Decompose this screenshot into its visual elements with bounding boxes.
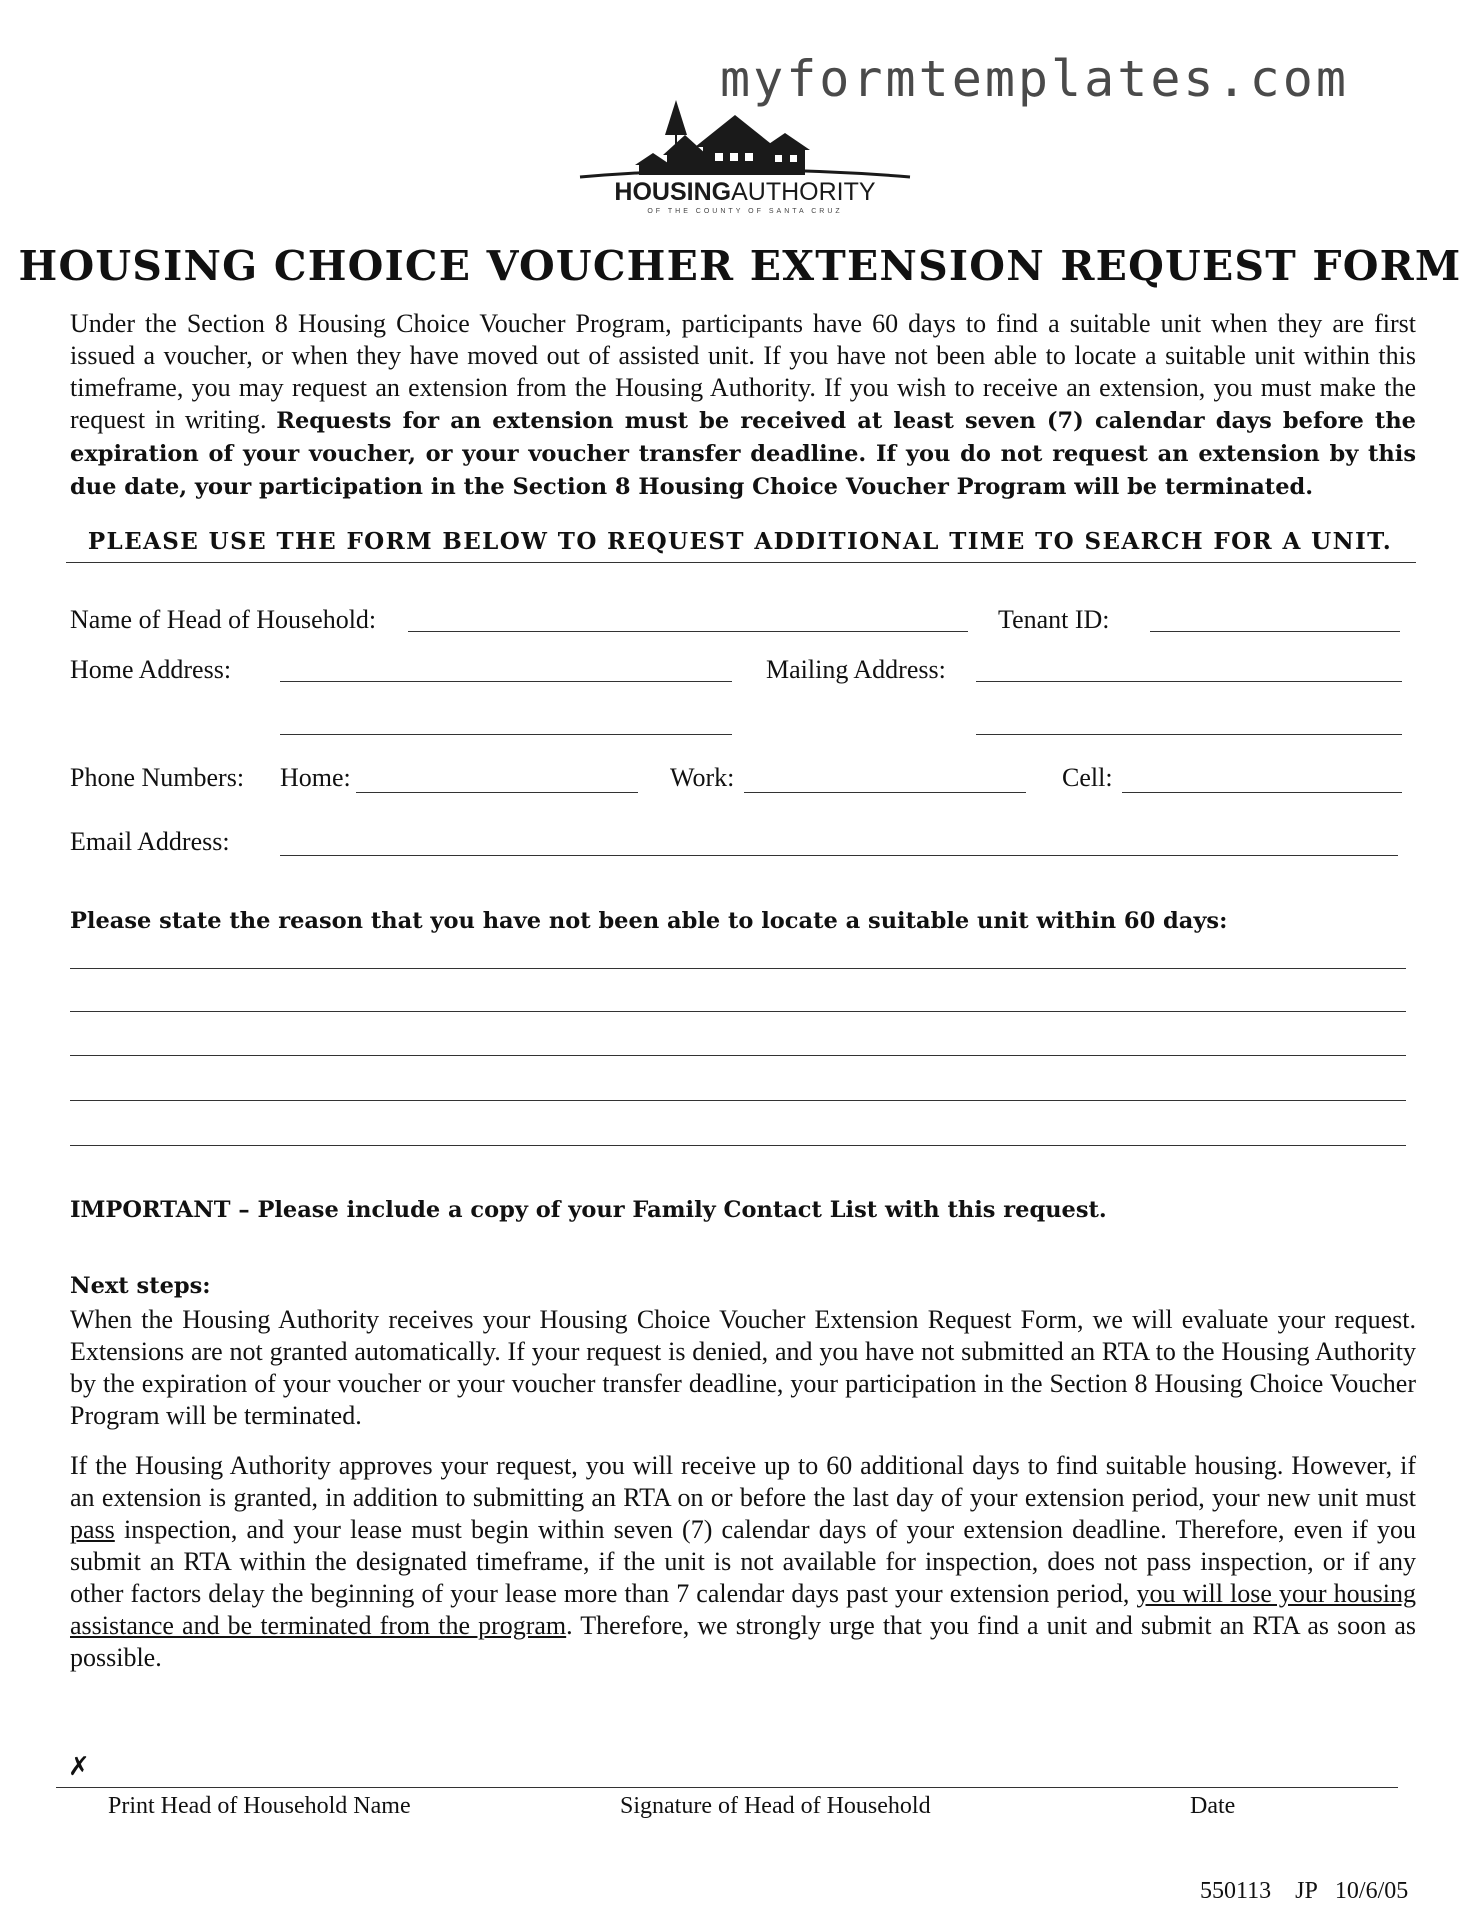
- logo-name-bold: HOUSING: [614, 178, 732, 206]
- next-steps-paragraph-2: [70, 1450, 1416, 1674]
- p2-text-b: inspection, and your lease must begin within seven (7) calendar days of your extension deadline. Therefore, even if you submit an RTA within the designated timeframe, if the unit is not available for inspection, does not pass inspection, or if any other factors delay the beginning of your lease more than 7 calendar days past your extension period,: [70, 1515, 1416, 1608]
- logo-tagline: OF THE COUNTY OF SANTA CRUZ: [647, 208, 843, 215]
- p2-text-a: If the Housing Authority approves your request, you will receive up to 60 additional days to find suitable housing. However, if an extension is granted, in addition to submitting an RTA on or before the last day of your extension period, your new unit must: [70, 1451, 1416, 1512]
- reason-prompt: Please state the reason that you have not been able to locate a suitable unit within 60 days:: [70, 908, 1228, 934]
- important-note: IMPORTANT – Please include a copy of your Family Contact List with this request.: [70, 1197, 1107, 1223]
- intro-paragraph: [70, 308, 1416, 503]
- reason-line[interactable]: [70, 1145, 1406, 1146]
- signature-line[interactable]: [56, 1787, 1398, 1788]
- head-of-household-field[interactable]: [408, 631, 968, 632]
- home-address-field-1[interactable]: [280, 681, 732, 682]
- work-phone-field[interactable]: [744, 792, 1026, 793]
- cell-phone-field[interactable]: [1122, 792, 1402, 793]
- home-phone-field[interactable]: [356, 792, 638, 793]
- tenant-id-label: Tenant ID:: [998, 605, 1110, 634]
- email-label: Email Address:: [70, 827, 230, 856]
- next-steps-heading: Next steps:: [70, 1273, 211, 1299]
- tenant-id-field[interactable]: [1150, 631, 1400, 632]
- email-field[interactable]: [280, 855, 1398, 856]
- reason-line[interactable]: [70, 1100, 1406, 1101]
- logo-name-light: AUTHORITY: [731, 178, 876, 206]
- reason-line[interactable]: [70, 1011, 1406, 1012]
- intro-warning: Requests for an extension must be received at least seven (7) calendar days before the expiration of your voucher, or your voucher transfer deadline. If you do not request an extension by this due date, your participation in the Section 8 Housing Choice Voucher Program will be terminated.: [70, 408, 1416, 500]
- phone-numbers-label: Phone Numbers:: [70, 763, 245, 792]
- home-address-field-2[interactable]: [280, 734, 732, 735]
- intro-text: Under the Section 8 Housing Choice Voucher Program, participants have 60 days to find a suitable unit when they are first issued a voucher, or when they have moved out of assisted unit. If you have not been able to locate a suitable unit within this timeframe, you may request an extension from the Housing Authority. If you wish to receive an extension, you must make the request in writing.: [70, 309, 1416, 434]
- p2-lose-underlined: you will lose your housing assistance and be terminated from the program: [70, 1579, 1416, 1640]
- p2-pass-underlined: pass: [70, 1515, 115, 1544]
- p2-text-c: . Therefore, we strongly urge that you find a unit and submit an RTA as soon as possible.: [70, 1611, 1416, 1672]
- mailing-address-label: Mailing Address:: [766, 655, 946, 684]
- form-code: 550113 JP 10/6/05: [1200, 1878, 1409, 1904]
- svg-text:HOUSINGAUTHORITY: [614, 178, 875, 206]
- signature-x-mark: ✗: [68, 1752, 90, 1782]
- reason-line[interactable]: [70, 1055, 1406, 1056]
- reason-line[interactable]: [70, 968, 1406, 969]
- cell-phone-label: Cell:: [1062, 763, 1113, 792]
- site-watermark: myformtemplates.com: [720, 50, 1349, 108]
- housing-authority-logo: [575, 95, 915, 215]
- form-instruction: PLEASE USE THE FORM BELOW TO REQUEST ADDITIONAL TIME TO SEARCH FOR A UNIT.: [87, 528, 1393, 555]
- date-label: Date: [1190, 1793, 1236, 1819]
- signature-label: Signature of Head of Household: [620, 1793, 931, 1819]
- work-phone-label: Work:: [670, 763, 735, 792]
- home-address-label: Home Address:: [70, 655, 232, 684]
- mailing-address-field-1[interactable]: [976, 681, 1402, 682]
- mailing-address-field-2[interactable]: [976, 734, 1402, 735]
- form-title: HOUSING CHOICE VOUCHER EXTENSION REQUEST FORM: [18, 242, 1462, 290]
- next-steps-paragraph-1: When the Housing Authority receives your Housing Choice Voucher Extension Request Form, we will evaluate your request. Extensions are not granted automatically. If your request is denied, and you have not submitted an RTA to the Housing Authority by the expiration of your voucher or your voucher transfer deadline, your participation in the Section 8 Housing Choice Voucher Program will be terminated.: [70, 1305, 1416, 1430]
- head-of-household-label: Name of Head of Household:: [70, 605, 377, 634]
- print-name-label: Print Head of Household Name: [108, 1793, 411, 1819]
- home-phone-label: Home:: [280, 763, 351, 792]
- section-divider: [66, 562, 1416, 563]
